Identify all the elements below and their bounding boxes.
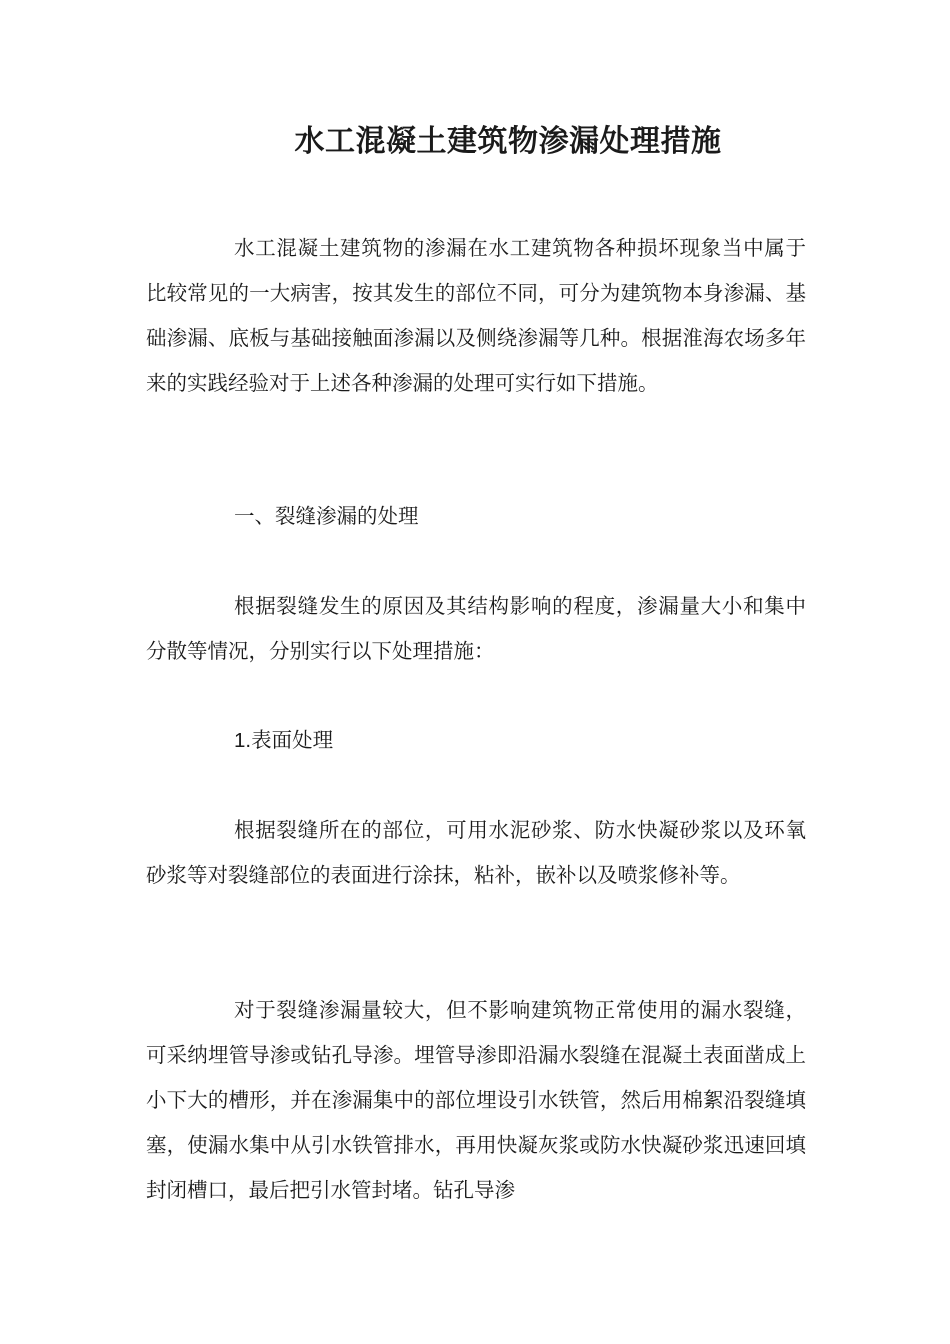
- drainage-paragraph: 对于裂缝渗漏量较大，但不影响建筑物正常使用的漏水裂缝，可采纳埋管导渗或钻孔导渗。埋管导渗即沿漏水裂缝在混凝土表面凿成上小下大的槽形，并在渗漏集中的部位埋设引水铁管，然后用棉絮沿裂缝填塞，使漏水集中从引水铁管排水，再用快凝灰浆或防水快凝砂浆迅速回填封闭槽口，最后把引水管封堵。钻孔导渗: [146, 998, 806, 1202]
- intro-paragraph: 水工混凝土建筑物的渗漏在水工建筑物各种损坏现象当中属于比较常见的一大病害，按其发生的部位不同，可分为建筑物本身渗漏、基础渗漏、底板与基础接触面渗漏以及侧绕渗漏等几种。根据淮海农场多年来的实践经验对于上述各种渗漏的处理可实行如下措施。: [146, 236, 806, 395]
- section-intro-paragraph: 根据裂缝发生的原因及其结构影响的程度，渗漏量大小和集中分散等情况，分别实行以下处理措施：: [146, 594, 806, 663]
- surface-treatment-paragraph: 根据裂缝所在的部位，可用水泥砂浆、防水快凝砂浆以及环氧砂浆等对裂缝部位的表面进行涂抹，粘补，嵌补以及喷浆修补等。: [146, 818, 806, 887]
- section-heading-crack-leakage: 一、裂缝渗漏的处理: [234, 504, 419, 528]
- document-title: 水工混凝土建筑物渗漏处理措施: [294, 124, 722, 159]
- subsection-heading-surface-treatment: 1.表面处理: [234, 729, 334, 752]
